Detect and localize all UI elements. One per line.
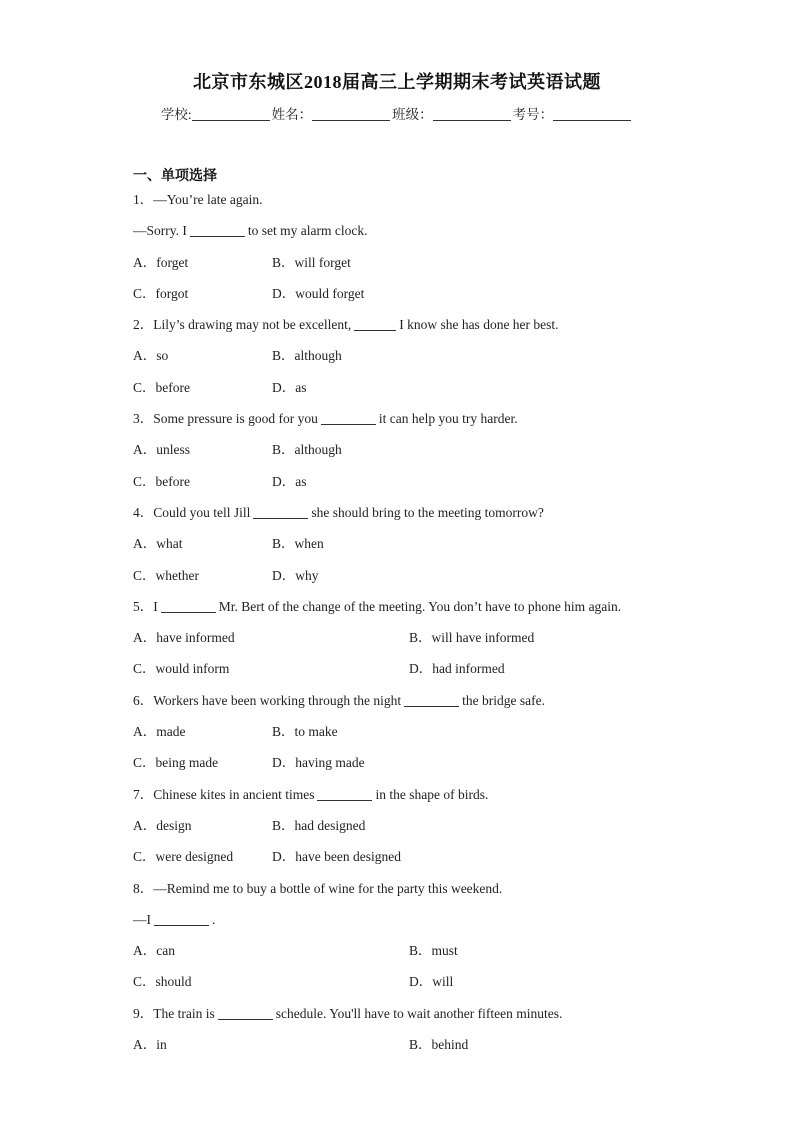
option-a[interactable]: A．in bbox=[133, 1037, 167, 1053]
option-c[interactable]: C．whether bbox=[133, 567, 199, 583]
option-d[interactable]: D．have been designed bbox=[272, 849, 401, 865]
question-1-stem: 1．—You’re late again. bbox=[133, 192, 263, 207]
option-a[interactable]: A．have informed bbox=[133, 630, 235, 646]
option-d[interactable]: D．will bbox=[409, 974, 454, 990]
option-c[interactable]: C．should bbox=[133, 974, 192, 990]
question-3-stem: 3．Some pressure is good for you it can help you try harder. bbox=[133, 411, 518, 427]
option-b[interactable]: B．behind bbox=[409, 1037, 469, 1053]
option-c[interactable]: C．would inform bbox=[133, 661, 230, 677]
answer-blank[interactable] bbox=[190, 222, 245, 237]
name-label: 姓名： bbox=[271, 107, 313, 122]
question-8-options-row2 bbox=[133, 972, 693, 1003]
option-d[interactable]: D．would forget bbox=[272, 285, 365, 301]
name-blank[interactable] bbox=[312, 106, 390, 121]
answer-blank[interactable] bbox=[218, 1005, 273, 1020]
question-8-options-row1 bbox=[133, 941, 693, 972]
question-6-options-row2 bbox=[133, 753, 693, 784]
question-7-stem: 7．Chinese kites in ancient times in the shape of birds. bbox=[133, 786, 489, 802]
question-4-stem: 4．Could you tell Jill she should bring to the meeting tomorrow? bbox=[133, 504, 544, 520]
option-b[interactable]: B．although bbox=[272, 442, 342, 458]
section-title: 一、单项选择 bbox=[133, 169, 217, 184]
exam-number-label: 考号： bbox=[512, 107, 554, 122]
question-1-options-row2 bbox=[133, 284, 693, 315]
answer-blank[interactable] bbox=[321, 410, 376, 425]
class-label: 班级： bbox=[392, 107, 433, 122]
question-2-stem: 2．Lily’s drawing may not be excellent, I know she has done her best. bbox=[133, 317, 559, 333]
question-list bbox=[133, 190, 693, 1066]
question-8-stem: 8．—Remind me to buy a bottle of wine for the party this weekend. bbox=[133, 880, 503, 896]
question-4-options-row1 bbox=[133, 534, 693, 565]
option-b[interactable]: B．will forget bbox=[272, 254, 351, 270]
question-5-options-row2 bbox=[133, 659, 693, 690]
option-a[interactable]: A．so bbox=[133, 348, 169, 364]
option-a[interactable]: A．what bbox=[133, 536, 183, 552]
question-5-options-row1 bbox=[133, 628, 693, 659]
question-7-options-row1 bbox=[133, 816, 693, 847]
answer-blank[interactable] bbox=[317, 786, 372, 801]
school-blank[interactable] bbox=[192, 106, 270, 121]
option-a[interactable]: A．can bbox=[133, 943, 175, 959]
exam-title: 北京市东城区2018届高三上学期期末考试英语试题 bbox=[193, 72, 601, 92]
question-2-options-row2 bbox=[133, 378, 693, 409]
option-d[interactable]: D．as bbox=[272, 379, 307, 395]
option-d[interactable]: D．as bbox=[272, 473, 307, 489]
option-a[interactable]: A．design bbox=[133, 817, 192, 833]
answer-blank[interactable] bbox=[253, 504, 308, 519]
answer-blank[interactable] bbox=[404, 692, 459, 707]
option-d[interactable]: D．having made bbox=[272, 755, 365, 771]
option-a[interactable]: A．made bbox=[133, 724, 186, 740]
option-b[interactable]: B．when bbox=[272, 536, 324, 552]
option-b[interactable]: B．although bbox=[272, 348, 342, 364]
option-c[interactable]: C．before bbox=[133, 473, 190, 489]
class-blank[interactable] bbox=[433, 106, 511, 121]
question-5-stem: 5．I Mr. Bert of the change of the meeting. You don’t have to phone him again. bbox=[133, 598, 622, 614]
option-b[interactable]: B．had designed bbox=[272, 817, 366, 833]
option-a[interactable]: A．unless bbox=[133, 442, 190, 458]
question-9-options-row1 bbox=[133, 1035, 693, 1066]
question-4-options-row2 bbox=[133, 566, 693, 597]
option-c[interactable]: C．before bbox=[133, 379, 190, 395]
question-2-options-row1 bbox=[133, 346, 693, 377]
question-3-options-row1 bbox=[133, 440, 693, 471]
option-d[interactable]: D．why bbox=[272, 567, 319, 583]
answer-blank[interactable] bbox=[161, 598, 216, 613]
answer-blank[interactable] bbox=[154, 911, 209, 926]
student-info-line bbox=[0, 103, 794, 123]
question-1-response: —Sorry. I to set my alarm clock. bbox=[133, 223, 368, 239]
option-c[interactable]: C．forgot bbox=[133, 285, 189, 301]
question-7-options-row2 bbox=[133, 847, 693, 878]
option-c[interactable]: C．being made bbox=[133, 755, 219, 771]
option-a[interactable]: A．forget bbox=[133, 254, 189, 270]
option-c[interactable]: C．were designed bbox=[133, 849, 234, 865]
option-b[interactable]: B．will have informed bbox=[409, 630, 535, 646]
question-6-options-row1 bbox=[133, 722, 693, 753]
answer-blank[interactable] bbox=[354, 316, 396, 331]
option-b[interactable]: B．must bbox=[409, 943, 458, 959]
question-3-options-row2 bbox=[133, 472, 693, 503]
question-6-stem: 6．Workers have been working through the night the bridge safe. bbox=[133, 692, 545, 708]
question-9-stem: 9．The train is schedule. You'll have to wait another fifteen minutes. bbox=[133, 1005, 563, 1021]
question-8-response: —I . bbox=[133, 911, 216, 927]
exam-number-blank[interactable] bbox=[553, 106, 631, 121]
question-1-options-row1 bbox=[133, 253, 693, 284]
option-d[interactable]: D．had informed bbox=[409, 661, 505, 677]
school-label: 学校: bbox=[160, 107, 192, 122]
option-b[interactable]: B．to make bbox=[272, 724, 338, 740]
